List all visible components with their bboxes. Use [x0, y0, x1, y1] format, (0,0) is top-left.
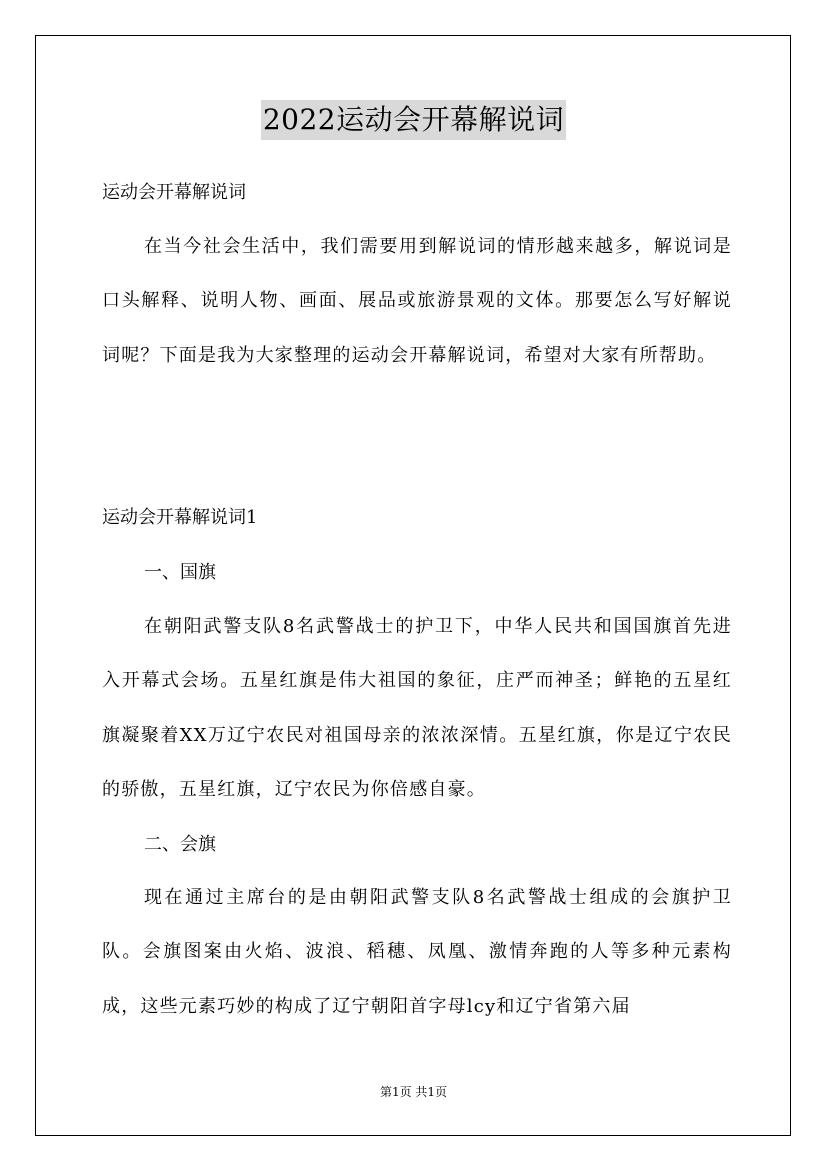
- intro-paragraph: 在当今社会生活中，我们需要用到解说词的情形越来越多，解说词是口头解释、说明人物、画面、展品或旅游景观的文体。那要怎么写好解说词呢？下面是我为大家整理的运动会开幕解说词，希望对大家有所帮助。: [102, 236, 732, 366]
- section-heading: 运动会开幕解说词1: [102, 507, 258, 528]
- part-heading-flag: 一、国旗: [144, 562, 216, 583]
- games-flag-paragraph: 现在通过主席台的是由朝阳武警支队8名武警战士组成的会旗护卫队。会旗图案由火焰、波浪、稻穗、凤凰、激情奔跑的人等多种元素构成，这些元素巧妙的构成了辽宁朝阳首字母lcy和辽宁省第六届: [102, 887, 732, 1017]
- title-container: [0, 100, 827, 140]
- part-heading-games-flag: 二、会旗: [144, 834, 216, 855]
- document-subtitle: 运动会开幕解说词: [102, 182, 246, 203]
- flag-paragraph: 在朝阳武警支队8名武警战士的护卫下，中华人民共和国国旗首先进入开幕式会场。五星红旗是伟大祖国的象征，庄严而神圣；鲜艳的五星红旗凝聚着XX万辽宁农民对祖国母亲的浓浓深情。五星红旗，你是辽宁农民的骄傲，五星红旗，辽宁农民为你倍感自豪。: [102, 616, 732, 800]
- document-title: 2022运动会开幕解说词: [261, 100, 566, 140]
- page-number-footer: 第1页 共1页: [379, 1085, 448, 1099]
